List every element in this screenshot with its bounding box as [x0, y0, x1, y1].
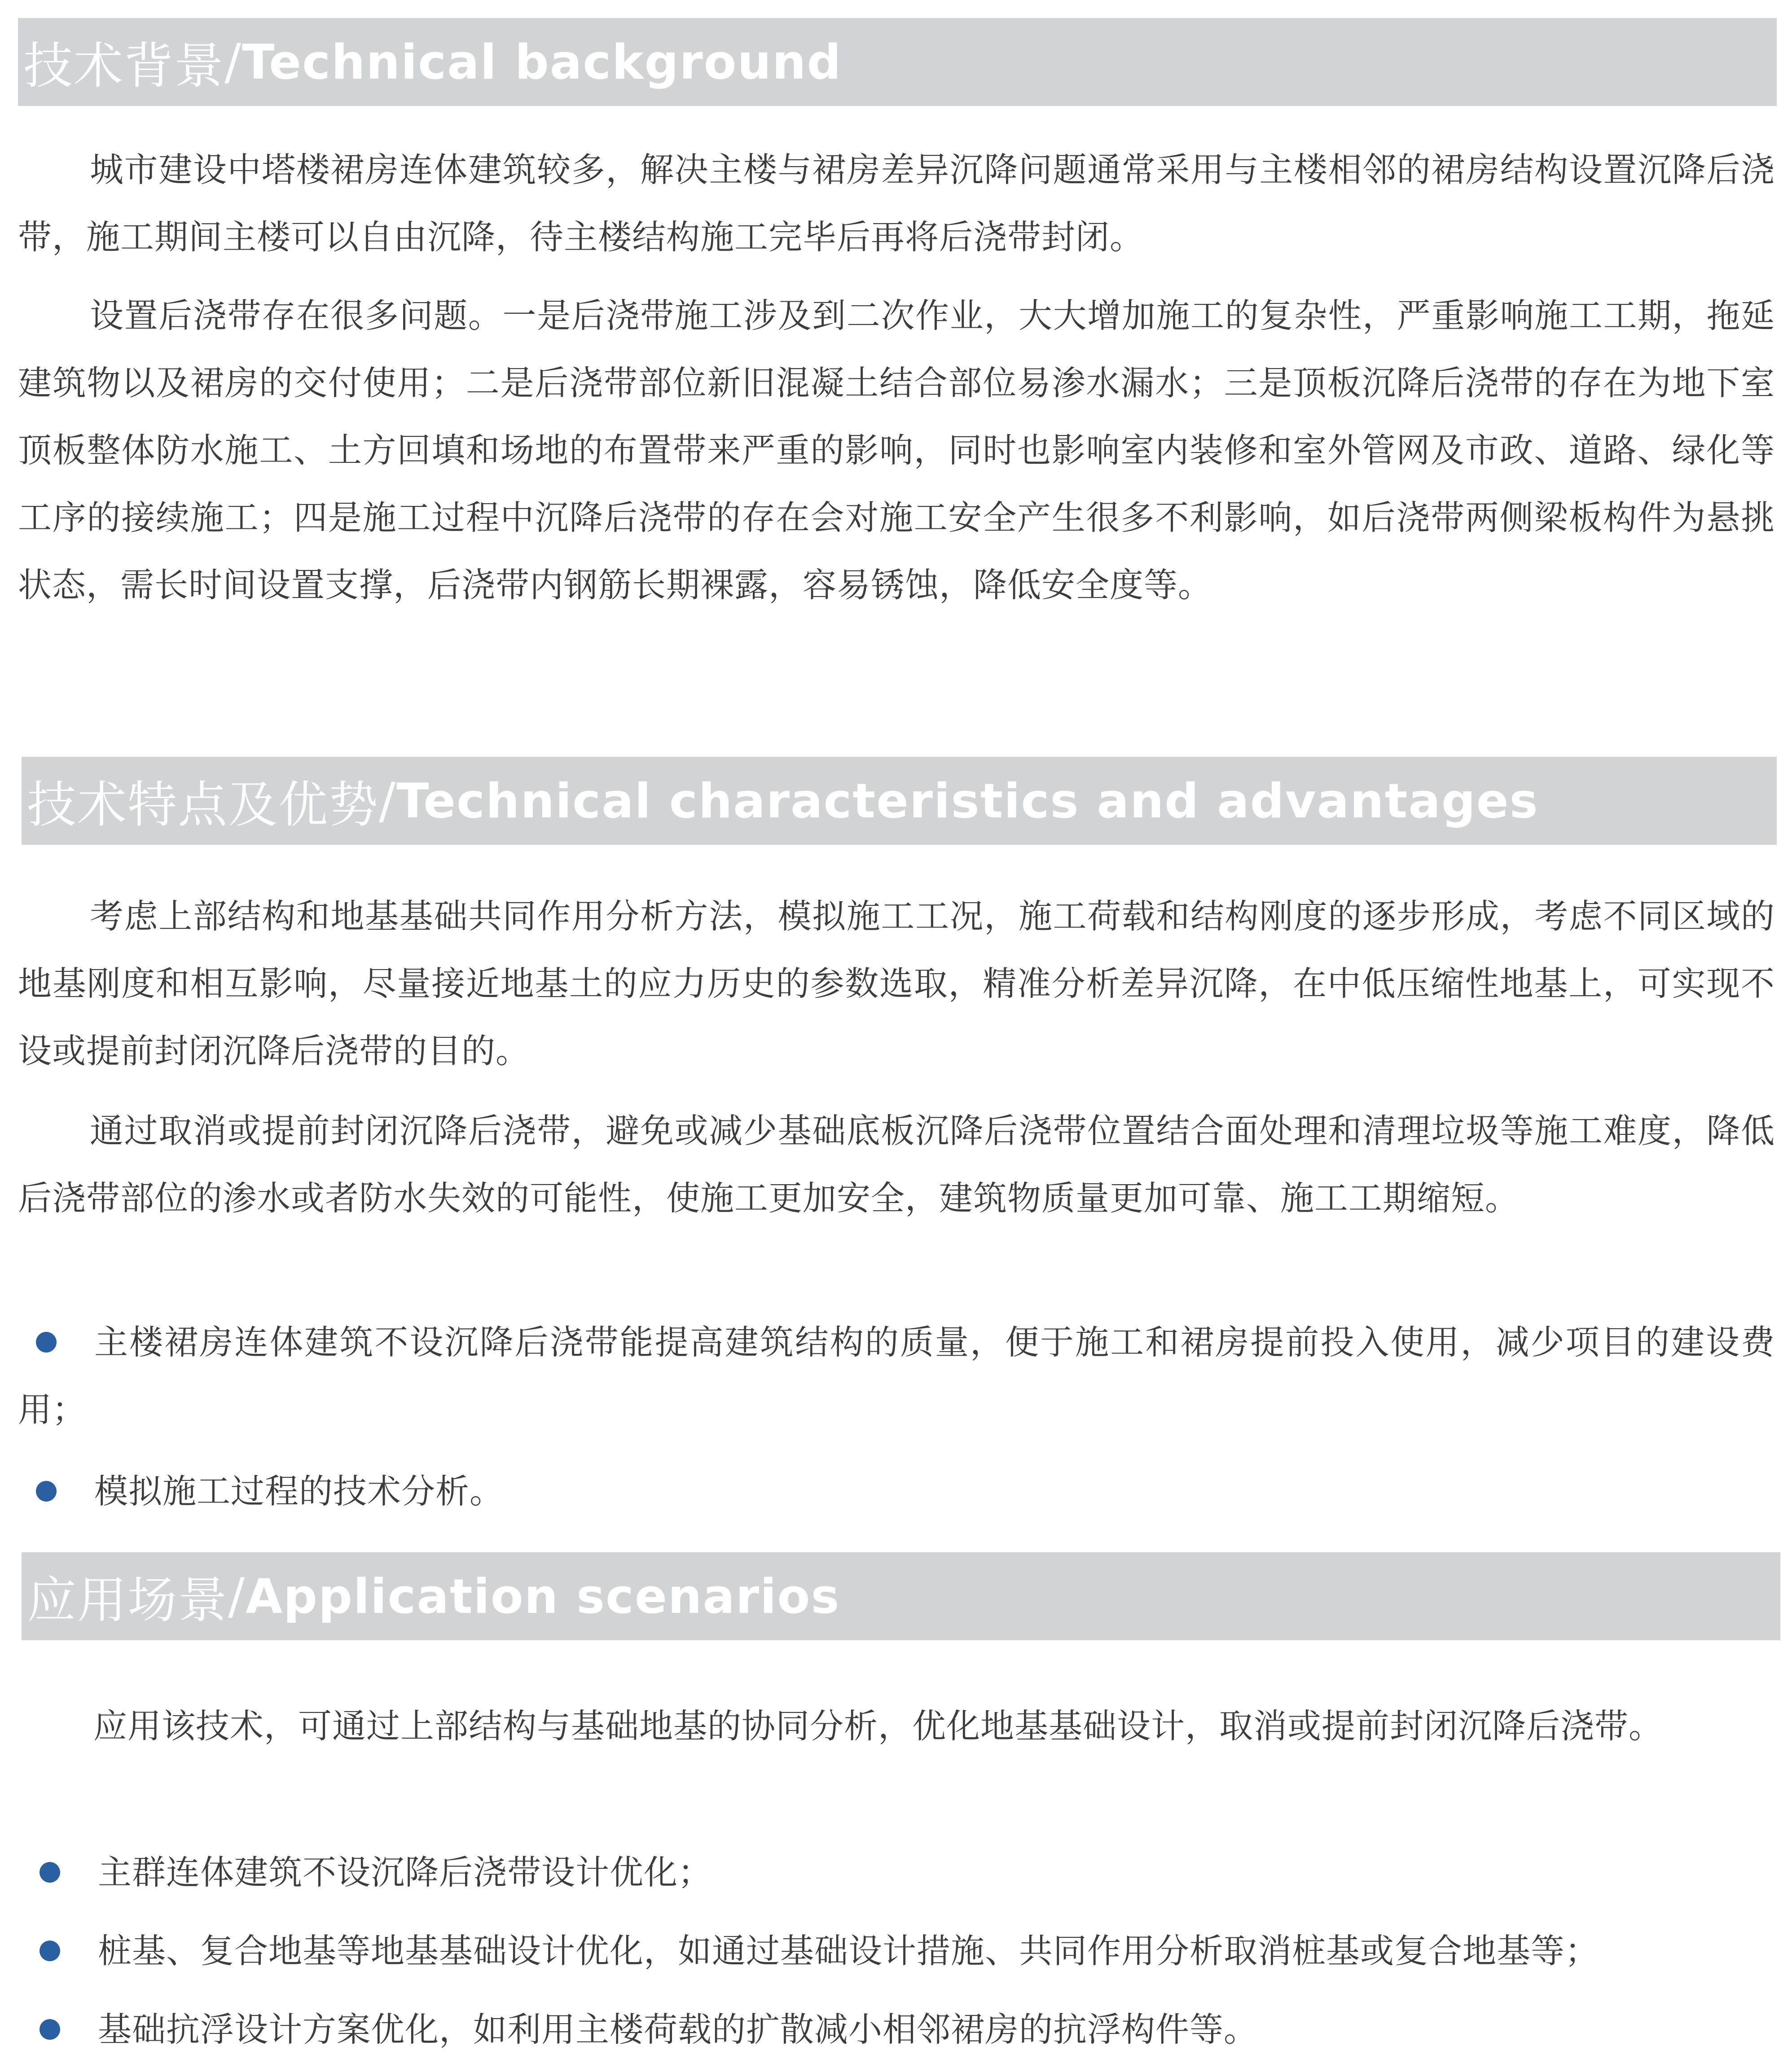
section-title-cn: 技术特点及优势	[27, 776, 379, 834]
bullet-list-item	[22, 1996, 1775, 2063]
section-title-cn: 技术背景	[23, 37, 224, 95]
section-title-separator: /	[224, 33, 242, 91]
bullet-list-item	[22, 1917, 1775, 1985]
paragraph: 城市建设中塔楼裙房连体建筑较多，解决主楼与裙房差异沉降问题通常采用与主楼相邻的裙房结构设置沉降后浇带，施工期间主楼可以自由沉降，待主楼结构施工完毕后再将后浇带封闭。	[18, 150, 1775, 257]
bullet-text: 主楼裙房连体建筑不设沉降后浇带能提高建筑结构的质量，便于施工和裙房提前投入使用，减少项目的建设费用；	[18, 1322, 1775, 1429]
bullet-dot-icon	[40, 1862, 60, 1883]
bullet-dot-icon	[40, 2019, 60, 2040]
bullet-dot-icon	[36, 1332, 57, 1353]
section-header-application-scenarios	[22, 1552, 1780, 1640]
section-title-cn: 应用场景	[27, 1572, 228, 1629]
bullet-list-item	[18, 1309, 1775, 1443]
bullet-text: 模拟施工过程的技术分析。	[94, 1471, 504, 1511]
bullet-text: 主群连体建筑不设沉降后浇带设计优化；	[98, 1853, 712, 1892]
section-header-technical-background	[18, 18, 1777, 106]
paragraph: 考虑上部结构和地基基础共同作用分析方法，模拟施工工况，施工荷载和结构刚度的逐步形成，考虑不同区域的地基刚度和相互影响，尽量接近地基土的应力历史的参数选取，精准分析差异沉降，在中低压缩性地基上，可实现不设或提前封闭沉降后浇带的目的。	[18, 896, 1775, 1071]
paragraph: 通过取消或提前封闭沉降后浇带，避免或减少基础底板沉降后浇带位置结合面处理和清理垃圾等施工难度，降低后浇带部位的渗水或者防水失效的可能性，使施工更加安全，建筑物质量更加可靠、施工工期缩短。	[18, 1111, 1775, 1218]
section-header-technical-characteristics	[22, 757, 1777, 845]
bullet-text: 桩基、复合地基等地基基础设计优化，如通过基础设计措施、共同作用分析取消桩基或复合地基等；	[98, 1931, 1599, 1971]
paragraph: 设置后浇带存在很多问题。一是后浇带施工涉及到二次作业，大大增加施工的复杂性，严重影响施工工期，拖延建筑物以及裙房的交付使用；二是后浇带部位新旧混凝土结合部位易渗水漏水；三是顶板沉降后浇带的存在为地下室顶板整体防水施工、土方回填和场地的布置带来严重的影响，同时也影响室内装修和室外管网及市政、道路、绿化等工序的接续施工；四是施工过程中沉降后浇带的存在会对施工安全产生很多不利影响，如后浇带两侧梁板构件为悬挑状态，需长时间设置支撑，后浇带内钢筋长期裸露，容易锈蚀，降低安全度等。	[18, 296, 1775, 605]
section-title-en: Technical characteristics and advantages	[396, 773, 1539, 829]
bullet-dot-icon	[36, 1481, 57, 1502]
section-title-separator: /	[228, 1568, 246, 1625]
paragraph: 应用该技术，可通过上部结构与基础地基的协同分析，优化地基基础设计，取消或提前封闭沉降后浇带。	[93, 1706, 1663, 1746]
bullet-dot-icon	[40, 1941, 60, 1961]
bullet-list-item	[22, 1839, 1775, 1906]
bullet-text: 基础抗浮设计方案优化，如利用主楼荷载的扩散减小相邻裙房的抗浮构件等。	[98, 2010, 1258, 2049]
bullet-list-item	[18, 1458, 1775, 1525]
section-title-separator: /	[379, 772, 397, 830]
section-title-en: Technical background	[242, 34, 842, 90]
section-title-en: Application scenarios	[246, 1568, 840, 1624]
